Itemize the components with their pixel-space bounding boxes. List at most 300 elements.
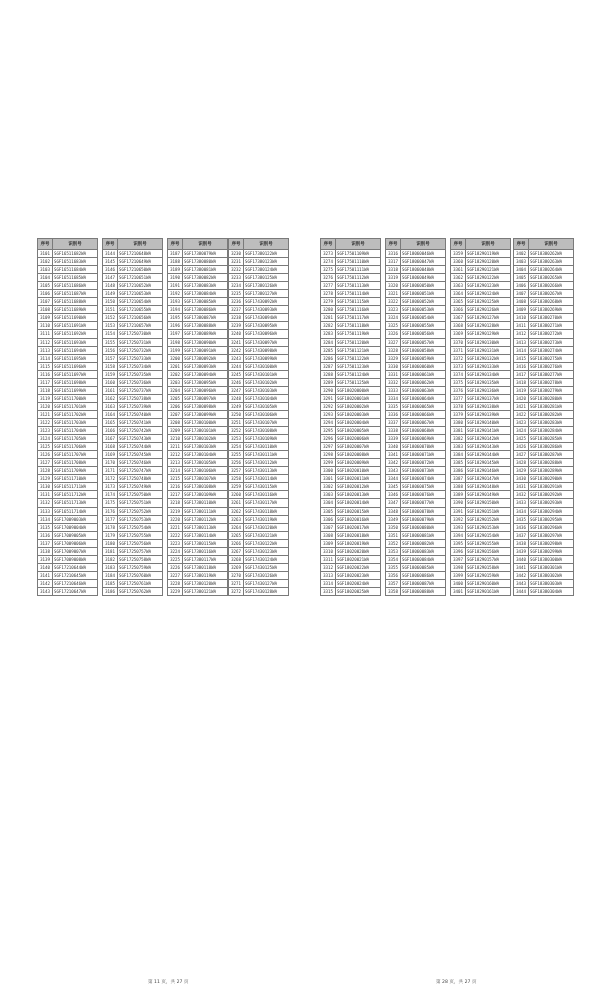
row-number: 3337 (386, 418, 401, 426)
row-number: 3299 (321, 459, 336, 467)
table-row (514, 354, 574, 362)
table-row (386, 539, 446, 547)
table-row (386, 467, 446, 475)
table-row (321, 523, 381, 531)
row-number: 3352 (386, 539, 401, 547)
row-id-code: SGF18380298WA (529, 539, 574, 547)
row-id-code: SGF18380300WA (529, 555, 574, 563)
row-id-code: SGF18380274WA (529, 346, 574, 354)
row-number: 3308 (321, 531, 336, 539)
row-number: 3263 (229, 515, 244, 523)
row-id-code: SGF18290145WA (466, 459, 511, 467)
row-id-code: SGF18380303WA (529, 579, 574, 587)
table-header-row (451, 239, 511, 250)
table-row (38, 467, 98, 475)
table-row (38, 483, 98, 491)
row-id-code: SGF17380080WA (183, 258, 228, 266)
row-number: 3201 (168, 362, 183, 370)
table-row (38, 394, 98, 402)
row-id-code: SGF17380118WA (183, 563, 228, 571)
row-number: 3224 (168, 547, 183, 555)
table-row (321, 451, 381, 459)
row-id-code: SGF17380109WA (183, 491, 228, 499)
row-number: 3411 (514, 322, 529, 330)
row-number: 3328 (386, 346, 401, 354)
row-id-code: SGF17501111WA (336, 266, 381, 274)
table-row (229, 282, 289, 290)
row-number: 3286 (321, 354, 336, 362)
row-number: 3235 (229, 290, 244, 298)
table-row (321, 306, 381, 314)
table-row (103, 298, 163, 306)
row-number: 3141 (38, 571, 53, 579)
row-id-code: SGF18020000WA (336, 386, 381, 394)
row-number: 3166 (103, 427, 118, 435)
table-row (229, 410, 289, 418)
row-number: 3212 (168, 451, 183, 459)
row-id-code: SGF17250757WA (118, 547, 163, 555)
table-row (229, 346, 289, 354)
table-row (514, 483, 574, 491)
row-number: 3154 (103, 330, 118, 338)
row-number: 3444 (514, 587, 529, 595)
row-number: 3244 (229, 362, 244, 370)
row-number: 3425 (514, 435, 529, 443)
table-row (451, 467, 511, 475)
row-number: 3280 (321, 306, 336, 314)
row-id-code: SGF17250735WA (118, 370, 163, 378)
table-row (451, 491, 511, 499)
row-number: 3340 (386, 443, 401, 451)
row-number: 3367 (451, 314, 466, 322)
table-row (229, 378, 289, 386)
table-row (168, 282, 228, 290)
table-row (38, 459, 98, 467)
row-id-code: SGF18290134WA (466, 370, 511, 378)
row-id-code: SGF18290155WA (466, 539, 511, 547)
table-row (514, 539, 574, 547)
row-id-code: SGF17380103WA (183, 443, 228, 451)
row-id-code: SGF18290150WA (466, 499, 511, 507)
table-row (386, 346, 446, 354)
table-row (386, 523, 446, 531)
row-id-code: SGF17210645WA (53, 571, 98, 579)
row-id-code: SGF18060064WA (401, 394, 446, 402)
row-id-code: SGF17430107WA (244, 418, 289, 426)
row-id-code: SGF17380088WA (183, 322, 228, 330)
row-id-code: SGF18060069WA (401, 435, 446, 443)
table-row (168, 274, 228, 282)
table-row (103, 346, 163, 354)
table-row (451, 274, 511, 282)
row-id-code: SGF17380083WA (183, 282, 228, 290)
row-number: 3322 (386, 298, 401, 306)
row-id-code: SGF18060065WA (401, 402, 446, 410)
row-id-code: SGF18290139WA (466, 410, 511, 418)
table-row (321, 290, 381, 298)
row-number: 3130 (38, 483, 53, 491)
table-row (321, 330, 381, 338)
row-id-code: SGF18060053WA (401, 306, 446, 314)
row-number: 3272 (229, 587, 244, 595)
row-number: 3363 (451, 282, 466, 290)
row-number: 3321 (386, 290, 401, 298)
row-number: 3262 (229, 507, 244, 515)
row-id-code: SGF18290132WA (466, 354, 511, 362)
row-id-code: SGF18290140WA (466, 418, 511, 426)
row-number: 3267 (229, 547, 244, 555)
row-id-code: SGF18020014WA (336, 499, 381, 507)
table-row (38, 282, 98, 290)
row-number: 3413 (514, 338, 529, 346)
table-row (514, 290, 574, 298)
row-id-code: SGF17501113WA (336, 282, 381, 290)
id-table-7 (450, 238, 511, 596)
row-number: 3101 (38, 250, 53, 258)
row-id-code: SGF18290149WA (466, 491, 511, 499)
row-id-code: SGF17250746WA (118, 459, 163, 467)
row-id-code: SGF18060085WA (401, 563, 446, 571)
table-row (321, 418, 381, 426)
row-number: 3404 (514, 266, 529, 274)
row-id-code: SGF18290131WA (466, 346, 511, 354)
table-row (321, 402, 381, 410)
row-number: 3175 (103, 499, 118, 507)
row-id-code: SGF17430095WA (244, 322, 289, 330)
table-row (321, 346, 381, 354)
table-row (451, 571, 511, 579)
row-id-code: SGF16511712WA (53, 491, 98, 499)
table-row (229, 531, 289, 539)
table-row (103, 475, 163, 483)
row-id-code: SGF18290161WA (466, 587, 511, 595)
row-number: 3187 (168, 250, 183, 258)
row-number: 3206 (168, 402, 183, 410)
row-id-code: SGF18290141WA (466, 427, 511, 435)
row-id-code: SGF17380100WA (183, 418, 228, 426)
table-row (103, 579, 163, 587)
table-row (321, 427, 381, 435)
table-row (168, 435, 228, 443)
row-id-code: SGF18020018WA (336, 531, 381, 539)
row-id-code: SGF18060081WA (401, 531, 446, 539)
row-id-code: SGF17210649WA (118, 258, 163, 266)
row-number: 3185 (103, 579, 118, 587)
header-no: 序号 (321, 239, 336, 250)
row-number: 3418 (514, 378, 529, 386)
row-number: 3122 (38, 418, 53, 426)
row-id-code: SGF17380110WA (183, 499, 228, 507)
table-row (451, 555, 511, 563)
row-id-code: SGF17380124WA (244, 266, 289, 274)
row-number: 3245 (229, 370, 244, 378)
row-number: 3399 (451, 571, 466, 579)
row-number: 3264 (229, 523, 244, 531)
table-row (229, 523, 289, 531)
row-id-code: SGF17380079WA (183, 250, 228, 258)
row-id-code: SGF18380273WA (529, 338, 574, 346)
row-number: 3143 (38, 587, 53, 595)
table-row (168, 402, 228, 410)
table-row (514, 394, 574, 402)
row-number: 3380 (451, 418, 466, 426)
row-id-code: SGF16511706WA (53, 443, 98, 451)
row-number: 3323 (386, 306, 401, 314)
table-row (229, 587, 289, 595)
row-id-code: SGF18060080WA (401, 523, 446, 531)
row-number: 3197 (168, 330, 183, 338)
table-row (321, 443, 381, 451)
row-number: 3345 (386, 483, 401, 491)
table-row (229, 370, 289, 378)
table-row (38, 370, 98, 378)
table-row (168, 579, 228, 587)
table-row (451, 370, 511, 378)
row-id-code: SGF17250753WA (118, 515, 163, 523)
table-row (38, 427, 98, 435)
row-id-code: SGF17430109WA (244, 435, 289, 443)
row-id-code: SGF18020020WA (336, 547, 381, 555)
row-number: 3374 (451, 370, 466, 378)
table-row (451, 451, 511, 459)
id-table-8 (513, 238, 574, 596)
row-id-code: SGF17380081WA (183, 266, 228, 274)
table-row (514, 322, 574, 330)
row-number: 3184 (103, 571, 118, 579)
row-id-code: SGF16511714WA (53, 507, 98, 515)
row-id-code: SGF17380122WA (244, 250, 289, 258)
table-row (386, 306, 446, 314)
row-number: 3138 (38, 547, 53, 555)
row-id-code: SGF18290127WA (466, 314, 511, 322)
row-number: 3200 (168, 354, 183, 362)
row-number: 3293 (321, 410, 336, 418)
table-row (38, 266, 98, 274)
row-id-code: SGF18380285WA (529, 435, 574, 443)
row-id-code: SGF17380114WA (183, 531, 228, 539)
row-id-code: SGF18060075WA (401, 483, 446, 491)
row-id-code: SGF18060074WA (401, 475, 446, 483)
row-id-code: SGF17430093WA (244, 306, 289, 314)
row-id-code: SGF17380126WA (244, 282, 289, 290)
row-number: 3109 (38, 314, 53, 322)
table-row (103, 547, 163, 555)
row-number: 3375 (451, 378, 466, 386)
row-number: 3127 (38, 459, 53, 467)
row-id-code: SGF16511693WA (53, 338, 98, 346)
table-row (229, 467, 289, 475)
table-header-row (38, 239, 98, 250)
row-number: 3177 (103, 515, 118, 523)
row-id-code: SGF18060087WA (401, 579, 446, 587)
table-row (103, 354, 163, 362)
table-row (386, 402, 446, 410)
table-row (168, 555, 228, 563)
row-id-code: SGF16511703WA (53, 418, 98, 426)
row-id-code: SGF18060066WA (401, 410, 446, 418)
table-row (514, 467, 574, 475)
row-number: 3296 (321, 435, 336, 443)
row-id-code: SGF18020006WA (336, 435, 381, 443)
row-number: 3300 (321, 467, 336, 475)
row-id-code: SGF17430110WA (244, 443, 289, 451)
table-row (168, 491, 228, 499)
row-number: 3424 (514, 427, 529, 435)
row-number: 3213 (168, 459, 183, 467)
table-row (451, 266, 511, 274)
row-number: 3209 (168, 427, 183, 435)
row-id-code: SGF18020004WA (336, 418, 381, 426)
row-number: 3119 (38, 394, 53, 402)
table-row (451, 523, 511, 531)
table-row (514, 531, 574, 539)
table-row (168, 523, 228, 531)
row-number: 3344 (386, 475, 401, 483)
row-number: 3146 (103, 266, 118, 274)
row-id-code: SGF17250754WA (118, 523, 163, 531)
row-id-code: SGF17210653WA (118, 290, 163, 298)
row-id-code: SGF18290129WA (466, 330, 511, 338)
row-id-code: SGF18380272WA (529, 330, 574, 338)
row-number: 3392 (451, 515, 466, 523)
table-row (386, 258, 446, 266)
row-id-code: SGF17009006WA (53, 539, 98, 547)
table-row (38, 314, 98, 322)
row-id-code: SGF18380283WA (529, 418, 574, 426)
row-id-code: SGF18060054WA (401, 314, 446, 322)
row-id-code: SGF17430123WA (244, 547, 289, 555)
table-row (168, 507, 228, 515)
row-number: 3151 (103, 306, 118, 314)
table-row (514, 370, 574, 378)
row-number: 3395 (451, 539, 466, 547)
row-id-code: SGF17380102WA (183, 435, 228, 443)
row-number: 3414 (514, 346, 529, 354)
row-id-code: SGF17380111WA (183, 507, 228, 515)
row-number: 3273 (321, 250, 336, 258)
row-id-code: SGF18060079WA (401, 515, 446, 523)
row-number: 3277 (321, 282, 336, 290)
row-id-code: SGF18020024WA (336, 579, 381, 587)
row-number: 3274 (321, 258, 336, 266)
table-row (103, 274, 163, 282)
table-row (229, 322, 289, 330)
header-no: 序号 (168, 239, 183, 250)
row-id-code: SGF17009004WA (53, 523, 98, 531)
row-number: 3221 (168, 523, 183, 531)
row-number: 3370 (451, 338, 466, 346)
row-id-code: SGF17430108WA (244, 427, 289, 435)
table-row (229, 266, 289, 274)
table-row (386, 507, 446, 515)
row-id-code: SGF17250758WA (118, 555, 163, 563)
table-row (321, 555, 381, 563)
row-number: 3182 (103, 555, 118, 563)
row-id-code: SGF17250743WA (118, 435, 163, 443)
row-id-code: SGF16511688WA (53, 298, 98, 306)
row-id-code: SGF18290122WA (466, 274, 511, 282)
row-id-code: SGF18020023WA (336, 571, 381, 579)
row-number: 3416 (514, 362, 529, 370)
row-number: 3415 (514, 354, 529, 362)
table-row (514, 491, 574, 499)
table-row (38, 547, 98, 555)
row-number: 3174 (103, 491, 118, 499)
row-id-code: SGF17250734WA (118, 362, 163, 370)
table-row (103, 523, 163, 531)
row-number: 3129 (38, 475, 53, 483)
table-row (229, 306, 289, 314)
row-id-code: SGF17250738WA (118, 394, 163, 402)
row-id-code: SGF18290126WA (466, 306, 511, 314)
row-id-code: SGF17250730WA (118, 330, 163, 338)
row-number: 3282 (321, 322, 336, 330)
table-row (514, 314, 574, 322)
table-row (386, 459, 446, 467)
row-number: 3125 (38, 443, 53, 451)
table-row (514, 306, 574, 314)
row-number: 3384 (451, 451, 466, 459)
row-number: 3427 (514, 451, 529, 459)
table-row (103, 571, 163, 579)
table-row (514, 443, 574, 451)
row-number: 3107 (38, 298, 53, 306)
header-no: 序号 (451, 239, 466, 250)
table-row (229, 330, 289, 338)
table-row (451, 298, 511, 306)
row-number: 3388 (451, 483, 466, 491)
table-row (321, 274, 381, 282)
row-id-code: SGF18290143WA (466, 443, 511, 451)
row-id-code: SGF17501121WA (336, 346, 381, 354)
table-row (38, 338, 98, 346)
row-id-code: SGF18020021WA (336, 555, 381, 563)
table-row (229, 443, 289, 451)
row-number: 3350 (386, 523, 401, 531)
table-header-row (229, 239, 289, 250)
table-row (103, 282, 163, 290)
table-row (103, 563, 163, 571)
row-id-code: SGF17380108WA (183, 483, 228, 491)
row-number: 3253 (229, 435, 244, 443)
header-id: 识别号 (466, 239, 511, 250)
row-id-code: SGF17430099WA (244, 354, 289, 362)
row-number: 3426 (514, 443, 529, 451)
table-row (514, 266, 574, 274)
row-number: 3189 (168, 266, 183, 274)
table-row (514, 298, 574, 306)
table-row (168, 418, 228, 426)
table-row (168, 290, 228, 298)
table-row (103, 250, 163, 258)
table-row (514, 459, 574, 467)
table-row (38, 563, 98, 571)
table-row (103, 451, 163, 459)
row-number: 3240 (229, 330, 244, 338)
row-id-code: SGF17380084WA (183, 290, 228, 298)
header-id: 识别号 (53, 239, 98, 250)
row-id-code: SGF17250747WA (118, 467, 163, 475)
row-id-code: SGF17380119WA (183, 571, 228, 579)
table-row (103, 507, 163, 515)
row-id-code: SGF18060049WA (401, 274, 446, 282)
row-id-code: SGF17210652WA (118, 282, 163, 290)
table-row (514, 579, 574, 587)
row-id-code: SGF17380098WA (183, 402, 228, 410)
row-number: 3440 (514, 555, 529, 563)
row-number: 3271 (229, 579, 244, 587)
row-id-code: SGF18380296WA (529, 523, 574, 531)
